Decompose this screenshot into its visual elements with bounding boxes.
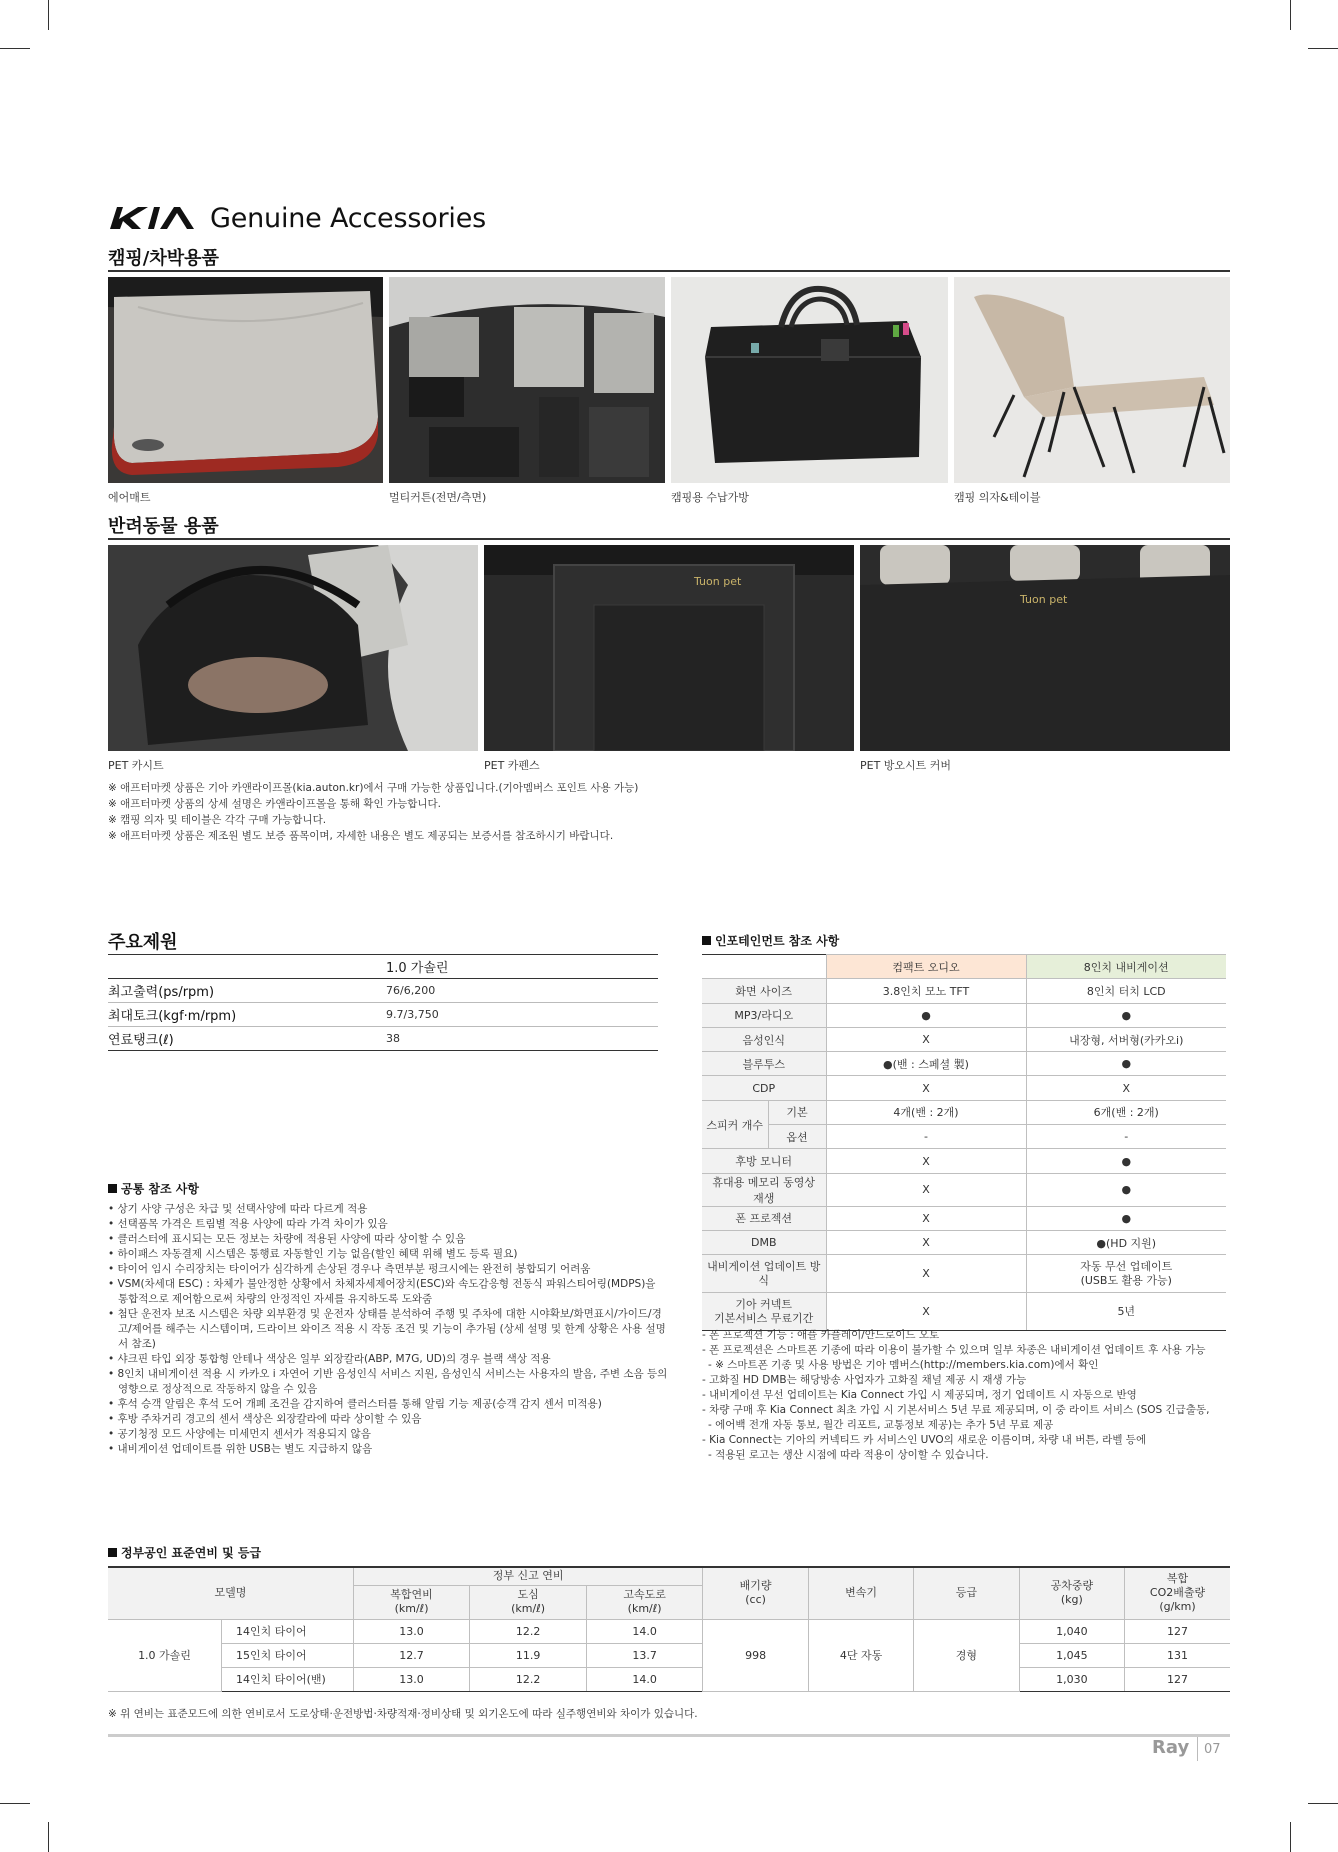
table-row bbox=[702, 1003, 1226, 1027]
blank-header bbox=[702, 955, 826, 979]
accessory-notes bbox=[108, 780, 638, 844]
footer-model: Ray bbox=[1152, 1737, 1190, 1758]
pet-fence-logo: Tuon pet bbox=[694, 575, 742, 588]
spec-column-header: 1.0 가솔린 bbox=[108, 955, 658, 979]
table-row bbox=[108, 1643, 1230, 1667]
photo-caption: 캠핑용 수납가방 bbox=[671, 491, 749, 504]
cell: 11.9 bbox=[470, 1643, 587, 1667]
table-row bbox=[108, 1619, 1230, 1643]
header-line: (kg) bbox=[1060, 1593, 1083, 1607]
note-line: ※ 애프터마켓 상품은 제조원 별도 보증 품목이며, 자세한 내용은 별도 제공되는 보증서를 참조하시기 바랍니다. bbox=[108, 830, 614, 842]
cell-line: 자동 무선 업데이트 bbox=[1080, 1259, 1173, 1273]
cell: X bbox=[826, 1149, 1026, 1173]
list-item: - 폰 프로젝션은 스마트폰 기종에 따라 이용이 불가할 수 있으며 일부 차종은 내비게이션 업데이트 후 사용 가능 bbox=[702, 1343, 1242, 1358]
header-line: (km/ℓ) bbox=[394, 1602, 429, 1615]
brand-header bbox=[108, 198, 486, 238]
tire-cell: 14인치 타이어 bbox=[222, 1619, 354, 1643]
cell: - bbox=[1026, 1125, 1226, 1149]
crop-mark bbox=[1290, 1822, 1291, 1852]
cell bbox=[1026, 1255, 1226, 1293]
tire-cell: 14인치 타이어(밴) bbox=[222, 1667, 354, 1691]
cell: X bbox=[826, 1255, 1026, 1293]
camping-bag-photo bbox=[671, 277, 948, 483]
list-item: • 공기청정 모드 사양에는 미세먼지 센서가 적용되지 않음 bbox=[108, 1427, 668, 1442]
column-header: 컴팩트 오디오 bbox=[826, 955, 1026, 979]
note-line: ※ 애프터마켓 상품의 상세 설명은 카앤라이프몰을 통해 확인 가능합니다. bbox=[108, 798, 441, 810]
section-divider bbox=[108, 538, 1230, 540]
cell: 1,040 bbox=[1019, 1619, 1124, 1643]
fuel-economy-table bbox=[108, 1566, 1230, 1692]
cell: 경형 bbox=[914, 1619, 1019, 1691]
cell: X bbox=[826, 1206, 1026, 1230]
column-header bbox=[1019, 1567, 1124, 1619]
photo-caption: 멀티커튼(전면/측면) bbox=[389, 491, 487, 504]
cell: ● bbox=[826, 1003, 1026, 1027]
row-label: 블루투스 bbox=[702, 1052, 826, 1076]
cell: 14.0 bbox=[586, 1619, 703, 1643]
cell: X bbox=[826, 1027, 1026, 1051]
section-divider bbox=[108, 270, 1230, 272]
crop-mark bbox=[48, 0, 49, 30]
cell: 8인치 터치 LCD bbox=[1026, 979, 1226, 1003]
cell: 12.7 bbox=[353, 1643, 470, 1667]
row-label: CDP bbox=[702, 1076, 826, 1100]
photo-caption: PET 카펜스 bbox=[484, 759, 540, 772]
cell: 12.2 bbox=[470, 1667, 587, 1691]
cell: ● bbox=[1026, 1003, 1226, 1027]
crop-mark bbox=[0, 1803, 30, 1804]
table-row bbox=[702, 1100, 1226, 1124]
list-item: • 타이어 임시 수리장치는 타이어가 심각하게 손상된 경우나 측면부분 펑크시에는 완전히 봉합되기 어려움 bbox=[108, 1262, 668, 1277]
column-header bbox=[703, 1567, 808, 1619]
pet-car-seat-photo bbox=[108, 545, 478, 751]
cell: ● bbox=[1026, 1149, 1226, 1173]
cell: ●(밴 : 스페셜 製) bbox=[826, 1052, 1026, 1076]
cell: ●(HD 지원) bbox=[1026, 1230, 1226, 1254]
row-label: 휴대용 메모리 동영상 재생 bbox=[702, 1173, 826, 1206]
table-row bbox=[702, 1052, 1226, 1076]
cell: 4개(밴 : 2개) bbox=[826, 1100, 1026, 1124]
brand-title: Genuine Accessories bbox=[210, 202, 486, 234]
pet-cover-logo: Tuon pet bbox=[1020, 593, 1068, 606]
list-item: - 에어백 전개 자동 통보, 월간 리포트, 교통정보 제공)는 추가 5년 무료 제공 bbox=[702, 1418, 1242, 1433]
spec-label: 연료탱크(ℓ) bbox=[108, 1027, 386, 1051]
table-row bbox=[702, 1076, 1226, 1100]
header-line: (km/ℓ) bbox=[511, 1602, 546, 1615]
column-header bbox=[353, 1585, 470, 1619]
cell: 내장형, 서버형(카카오i) bbox=[1026, 1027, 1226, 1051]
row-sublabel: 기본 bbox=[768, 1100, 826, 1124]
photo-caption: PET 방오시트 커버 bbox=[860, 759, 952, 772]
table-row bbox=[108, 1027, 658, 1051]
infotainment-title: 인포테인먼트 참조 사항 bbox=[702, 932, 839, 949]
cell: - bbox=[826, 1125, 1026, 1149]
list-item: - ※ 스마트폰 기종 및 사용 방법은 기아 멤버스(http://members.kia.com)에서 확인 bbox=[702, 1358, 1242, 1373]
cell: 127 bbox=[1125, 1619, 1230, 1643]
table-row bbox=[108, 1003, 658, 1027]
table-row bbox=[108, 1667, 1230, 1691]
cell: X bbox=[826, 1230, 1026, 1254]
cell: X bbox=[826, 1173, 1026, 1206]
common-notes-title: 공통 참조 사항 bbox=[108, 1180, 199, 1197]
crop-mark bbox=[1308, 48, 1338, 49]
spec-value: 9.7/3,750 bbox=[386, 1003, 658, 1027]
list-item: - Kia Connect는 기아의 커넥티드 카 서비스인 UVO의 새로운 이름이며, 차량 내 버튼, 라벨 등에 bbox=[702, 1433, 1242, 1448]
infotainment-notes bbox=[702, 1328, 1242, 1463]
row-label: 화면 사이즈 bbox=[702, 979, 826, 1003]
header-line: (cc) bbox=[745, 1593, 766, 1607]
list-item: • 후석 승객 알림은 후석 도어 개폐 조건을 감지하여 클러스터를 통해 알림 기능 제공(승객 감지 센서 미적용) bbox=[108, 1397, 668, 1412]
cell: ● bbox=[1026, 1206, 1226, 1230]
spec-label: 최대토크(kgf·m/rpm) bbox=[108, 1003, 386, 1027]
list-item: - 차량 구매 후 Kia Connect 최초 가입 시 기본서비스 5년 무료 제공되며, 이 중 라이트 서비스 (SOS 긴급출동, bbox=[702, 1403, 1242, 1418]
list-item: - 폰 프로젝션 기능 : 애플 카플레이/안드로이드 오토 bbox=[702, 1328, 1242, 1343]
cell: X bbox=[826, 1076, 1026, 1100]
cell: 13.0 bbox=[353, 1619, 470, 1643]
row-label: 스피커 개수 bbox=[702, 1100, 768, 1149]
column-header bbox=[470, 1585, 587, 1619]
cell: 1,045 bbox=[1019, 1643, 1124, 1667]
column-header: 8인치 내비게이션 bbox=[1026, 955, 1226, 979]
crop-mark bbox=[0, 48, 30, 49]
table-row bbox=[702, 1027, 1226, 1051]
header-line: 고속도로 bbox=[623, 1588, 666, 1601]
list-item: • 클러스터에 표시되는 모든 정보는 차량에 적용된 사양에 따라 상이할 수 있음 bbox=[108, 1232, 668, 1247]
crop-mark bbox=[48, 1822, 49, 1852]
cell: 3.8인치 모노 TFT bbox=[826, 979, 1026, 1003]
cell: 4단 자동 bbox=[808, 1619, 913, 1691]
row-label bbox=[702, 1293, 826, 1331]
table-row bbox=[702, 1206, 1226, 1230]
cell: 12.2 bbox=[470, 1619, 587, 1643]
column-header: 정부 신고 연비 bbox=[353, 1567, 703, 1585]
table-row bbox=[702, 1125, 1226, 1149]
fuel-title: 정부공인 표준연비 및 등급 bbox=[108, 1544, 261, 1561]
row-label: MP3/라디오 bbox=[702, 1003, 826, 1027]
header-line: CO2배출량 bbox=[1149, 1586, 1206, 1600]
spec-label: 최고출력(ps/rpm) bbox=[108, 979, 386, 1003]
table-row bbox=[702, 1293, 1226, 1331]
header-line: (km/ℓ) bbox=[627, 1602, 662, 1615]
note-line: ※ 캠핑 의자 및 테이블은 각각 구매 가능합니다. bbox=[108, 814, 327, 826]
multi-curtain-photo bbox=[389, 277, 665, 483]
list-item: • 후방 주차거리 경고의 센서 색상은 외장칼라에 따라 상이할 수 있음 bbox=[108, 1412, 668, 1427]
header-line: 복합연비 bbox=[390, 1588, 433, 1601]
air-mattress-photo bbox=[108, 277, 383, 483]
cell: 1,030 bbox=[1019, 1667, 1124, 1691]
cell-line: (USB도 활용 가능) bbox=[1080, 1273, 1172, 1287]
table-row bbox=[702, 979, 1226, 1003]
cell: 13.7 bbox=[586, 1643, 703, 1667]
cell: 998 bbox=[703, 1619, 808, 1691]
row-label: 후방 모니터 bbox=[702, 1149, 826, 1173]
row-label: 폰 프로젝션 bbox=[702, 1206, 826, 1230]
column-header bbox=[586, 1585, 703, 1619]
cell: ● bbox=[1026, 1173, 1226, 1206]
list-item: • 하이패스 자동결제 시스템은 통행료 자동할인 기능 없음(할인 혜택 위해 별도 등록 필요) bbox=[108, 1247, 668, 1262]
row-label: 내비게이션 업데이트 방식 bbox=[702, 1255, 826, 1293]
footer-divider bbox=[108, 1734, 1230, 1737]
photo-caption: 캠핑 의자&테이블 bbox=[954, 491, 1041, 504]
row-sublabel: 옵션 bbox=[768, 1125, 826, 1149]
photo-caption: PET 카시트 bbox=[108, 759, 164, 772]
column-header: 등급 bbox=[914, 1567, 1019, 1619]
list-item: - 적용된 로고는 생산 시점에 따라 적용이 상이할 수 있습니다. bbox=[702, 1448, 1242, 1463]
label-line: 기본서비스 무료기간 bbox=[714, 1311, 814, 1325]
photo-caption: 에어매트 bbox=[108, 491, 151, 504]
column-header bbox=[1125, 1567, 1230, 1619]
column-header: 모델명 bbox=[108, 1567, 353, 1619]
column-header: 변속기 bbox=[808, 1567, 913, 1619]
row-label: DMB bbox=[702, 1230, 826, 1254]
cell: 6개(밴 : 2개) bbox=[1026, 1100, 1226, 1124]
cell: 5년 bbox=[1026, 1293, 1226, 1331]
cell: 13.0 bbox=[353, 1667, 470, 1691]
cell: X bbox=[1026, 1076, 1226, 1100]
cell: 127 bbox=[1125, 1667, 1230, 1691]
list-item: • 8인치 내비게이션 적용 시 카카오 i 자연어 기반 음성인식 서비스 지원, 음성인식 서비스는 사용자의 발음, 주변 소음 등의 영향으로 정상적으로 작동하지 않을 수 있음 bbox=[108, 1367, 668, 1397]
header-line: 배기량 bbox=[739, 1579, 772, 1593]
camping-chair-table-photo bbox=[954, 277, 1230, 483]
table-row bbox=[702, 1255, 1226, 1293]
cell: 131 bbox=[1125, 1643, 1230, 1667]
table-row bbox=[108, 979, 658, 1003]
crop-mark bbox=[1290, 0, 1291, 30]
common-notes-list bbox=[108, 1202, 668, 1457]
header-line: 복합 bbox=[1166, 1572, 1189, 1586]
camping-section-title: 캠핑/차박용품 bbox=[108, 248, 219, 269]
spec-value: 76/6,200 bbox=[386, 979, 658, 1003]
list-item: - 고화질 HD DMB는 해당방송 사업자가 고화질 채널 제공 시 재생 가능 bbox=[702, 1373, 1242, 1388]
model-cell: 1.0 가솔린 bbox=[108, 1619, 222, 1691]
label-line: 기아 커넥트 bbox=[735, 1297, 793, 1311]
infotainment-table bbox=[702, 954, 1226, 1331]
row-label: 음성인식 bbox=[702, 1027, 826, 1051]
footer-separator bbox=[1197, 1737, 1198, 1761]
page-number: 07 bbox=[1204, 1742, 1221, 1757]
header-line: 도심 bbox=[517, 1588, 539, 1601]
tire-cell: 15인치 타이어 bbox=[222, 1643, 354, 1667]
note-line: ※ 애프터마켓 상품은 기아 카앤라이프몰(kia.auton.kr)에서 구매 가능한 상품입니다.(기아멤버스 포인트 사용 가능) bbox=[108, 782, 639, 794]
list-item: • 내비게이션 업데이트를 위한 USB는 별도 지급하지 않음 bbox=[108, 1442, 668, 1457]
spec-table bbox=[108, 954, 658, 1051]
list-item: • 선택품목 가격은 트림별 적용 사양에 따라 가격 차이가 있음 bbox=[108, 1217, 668, 1232]
table-row bbox=[702, 1230, 1226, 1254]
table-row bbox=[702, 1173, 1226, 1206]
spec-title: 주요제원 bbox=[108, 932, 178, 953]
spec-value: 38 bbox=[386, 1027, 658, 1051]
pet-seat-cover-photo bbox=[860, 545, 1230, 751]
cell: ● bbox=[1026, 1052, 1226, 1076]
header-line: 공차중량 bbox=[1050, 1579, 1094, 1593]
pet-section-title: 반려동물 용품 bbox=[108, 516, 219, 537]
list-item: • 첨단 운전자 보조 시스템은 차량 외부환경 및 운전자 상태를 분석하여 주행 및 주차에 대한 시야확보/화면표시/가이드/경고/제어를 해주는 시스템이며, 드라이브 와이즈 적용 시 작동 조건 및 기능이 추가됨 (상세 설명 및 한계 상황은 사용 설명서 참조) bbox=[108, 1307, 668, 1352]
header-line: (g/km) bbox=[1159, 1600, 1196, 1614]
cell: X bbox=[826, 1293, 1026, 1331]
pet-fence-photo bbox=[484, 545, 854, 751]
fuel-note: ※ 위 연비는 표준모드에 의한 연비로서 도로상태·운전방법·차량적재·정비상태 및 외기온도에 따라 실주행연비와 차이가 있습니다. bbox=[108, 1708, 698, 1720]
crop-mark bbox=[1308, 1803, 1338, 1804]
cell: 14.0 bbox=[586, 1667, 703, 1691]
list-item: • 샤크핀 타입 외장 통합형 안테나 색상은 일부 외장칼라(ABP, M7G, UD)의 경우 블랙 색상 적용 bbox=[108, 1352, 668, 1367]
list-item: • VSM(차세대 ESC) : 차체가 불안정한 상황에서 차체자세제어장치(ESC)와 속도감응형 전동식 파워스티어링(MDPS)을 통합적으로 제어함으로써 차량의 안정적인 자세를 유지하도록 도와줌 bbox=[108, 1277, 668, 1307]
kia-logo-icon bbox=[108, 205, 196, 231]
table-row bbox=[702, 1149, 1226, 1173]
list-item: - 내비게이션 무선 업데이트는 Kia Connect 가입 시 제공되며, 정기 업데이트 시 자동으로 반영 bbox=[702, 1388, 1242, 1403]
list-item: • 상기 사양 구성은 차급 및 선택사양에 따라 다르게 적용 bbox=[108, 1202, 668, 1217]
